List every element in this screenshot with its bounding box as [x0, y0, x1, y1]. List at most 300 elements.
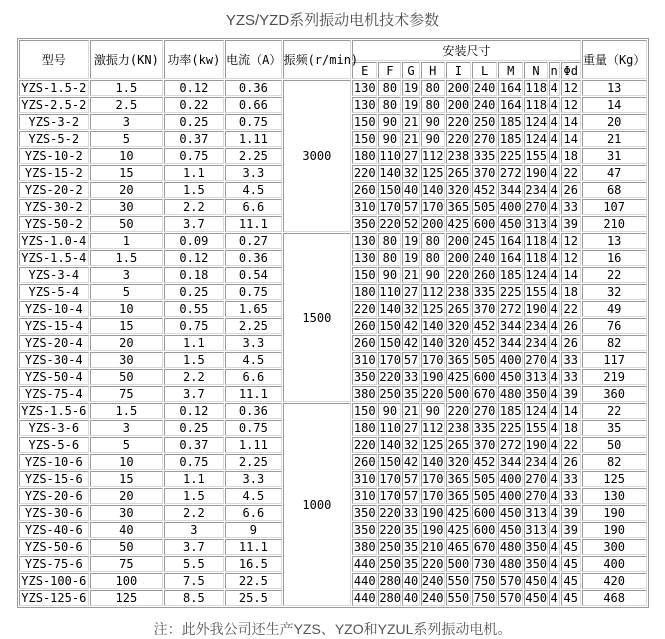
cell-dim-l: 505 [473, 200, 496, 214]
cell-dim-n: 234 [525, 183, 548, 197]
cell-dim-e: 440 [353, 591, 376, 605]
cell-dim-f: 90 [378, 267, 401, 283]
cell-dim-g: 19 [403, 251, 419, 265]
cell-dim-f: 80 [378, 233, 401, 249]
cell-dim-e: 310 [353, 489, 376, 503]
cell-dim-g: 32 [403, 438, 419, 452]
cell-dim-n: 118 [525, 234, 548, 248]
cell-dim-n-count: 4 [550, 251, 558, 265]
cell-dim-f: 250 [379, 540, 401, 554]
cell-dim-n-count: 4 [550, 166, 558, 180]
cell-frequency: 3000 [283, 80, 352, 232]
cell-dim-g: 33 [403, 506, 419, 520]
cell-dim-phi-d: 14 [561, 131, 581, 147]
cell-dim-i: 320 [447, 183, 470, 197]
cell-dim-i: 220 [447, 268, 470, 282]
cell-power: 0.37 [164, 437, 224, 453]
cell-power: 3.7 [164, 539, 224, 555]
cell-dim-n-count: 4 [550, 268, 558, 282]
cell-power: 0.75 [164, 318, 224, 334]
cell-force: 10 [90, 454, 163, 470]
cell-dim-l: 270 [473, 404, 496, 418]
cell-weight: 31 [582, 148, 647, 164]
page-title: YZS/YZD系列振动电机技术参数 [225, 12, 440, 29]
cell-weight: 468 [582, 590, 647, 606]
cell-dim-h: 190 [421, 523, 444, 537]
cell-dim-g: 40 [403, 574, 419, 588]
cell-dim-phi-d: 39 [561, 216, 581, 232]
cell-dim-n-count: 4 [550, 489, 558, 503]
cell-force: 2.5 [90, 97, 163, 113]
cell-model: YZS-3-6 [19, 420, 90, 436]
cell-weight: 82 [582, 335, 647, 351]
header-dim-m: M [498, 62, 523, 79]
header-frequency: 振频(r/min) [283, 40, 352, 79]
cell-dim-m: 480 [499, 540, 522, 554]
cell-dim-m: 225 [499, 285, 522, 299]
cell-dim-phi-d: 26 [561, 182, 581, 198]
cell-dim-n: 270 [525, 353, 548, 367]
cell-dim-i: 265 [447, 166, 470, 180]
cell-dim-e: 180 [353, 285, 376, 299]
cell-dim-n-count: 4 [550, 217, 558, 231]
cell-dim-n: 270 [525, 489, 548, 503]
cell-dim-phi-d: 18 [561, 420, 581, 436]
cell-power: 0.18 [164, 267, 224, 283]
cell-dim-n-count: 4 [550, 302, 558, 316]
cell-force: 30 [90, 505, 163, 521]
header-dim-g: G [402, 62, 419, 79]
cell-dim-f: 170 [379, 489, 401, 503]
cell-current: 4.5 [225, 182, 281, 198]
cell-dim-f: 80 [378, 80, 401, 96]
cell-dim-f: 220 [379, 217, 401, 231]
cell-dim-e: 150 [353, 268, 376, 282]
cell-dim-l: 600 [473, 370, 496, 384]
cell-dim-e: 380 [353, 540, 376, 554]
cell-dim-n-count: 4 [550, 115, 558, 129]
cell-force: 3 [90, 420, 163, 436]
cell-dim-g: 21 [403, 404, 419, 418]
cell-dim-e: 150 [353, 132, 376, 146]
cell-dim-l: 505 [473, 472, 496, 486]
cell-dim-n: 350 [525, 540, 548, 554]
cell-dim-e: 310 [353, 472, 376, 486]
cell-dim-phi-d: 22 [561, 165, 581, 181]
cell-dim-i: 320 [447, 319, 470, 333]
footer-note: 注：此外我公司还生产YZS、YZO和YZUL系列振动电机。 [153, 621, 512, 637]
header-dim-n: N [524, 62, 547, 79]
cell-dim-n-count: 4 [550, 455, 558, 469]
cell-force: 15 [90, 318, 163, 334]
cell-dim-n-count: 4 [550, 404, 558, 418]
cell-dim-e: 440 [353, 557, 376, 571]
cell-dim-h: 80 [421, 250, 445, 266]
table-row [19, 403, 647, 419]
cell-force: 15 [90, 471, 163, 487]
cell-dim-f: 80 [378, 97, 401, 113]
cell-dim-i: 425 [447, 370, 470, 384]
cell-dim-g: 32 [403, 166, 419, 180]
cell-dim-m: 400 [499, 489, 522, 503]
cell-current: 22.5 [225, 573, 281, 589]
cell-dim-n-count: 4 [550, 557, 558, 571]
cell-dim-h: 240 [421, 574, 444, 588]
cell-dim-n: 155 [525, 149, 548, 163]
cell-dim-n: 313 [525, 523, 548, 537]
cell-force: 75 [90, 386, 163, 402]
cell-power: 3.7 [164, 216, 224, 232]
cell-dim-f: 220 [379, 506, 401, 520]
cell-dim-n-count: 4 [550, 200, 558, 214]
header-power: 功率(kw) [164, 40, 224, 79]
cell-power: 1.5 [164, 182, 224, 198]
cell-dim-f: 140 [379, 438, 401, 452]
cell-model: YZS-10-6 [19, 454, 90, 470]
cell-dim-m: 400 [499, 200, 522, 214]
cell-dim-phi-d: 14 [561, 114, 581, 130]
cell-dim-m: 344 [499, 183, 522, 197]
cell-dim-l: 600 [473, 217, 496, 231]
table-row [19, 233, 647, 249]
cell-model: YZS-5-4 [19, 284, 90, 300]
header-dim-h: H [421, 62, 445, 79]
cell-force: 10 [90, 301, 163, 317]
cell-dim-h: 240 [421, 591, 444, 605]
cell-dim-i: 425 [447, 506, 470, 520]
cell-weight: 82 [582, 454, 647, 470]
cell-dim-f: 110 [379, 149, 401, 163]
cell-dim-i: 220 [447, 115, 470, 129]
cell-dim-h: 140 [421, 336, 444, 350]
cell-current: 3.3 [225, 165, 281, 181]
cell-dim-i: 365 [447, 489, 470, 503]
cell-dim-e: 380 [353, 387, 376, 401]
cell-dim-e: 180 [353, 421, 376, 435]
cell-dim-l: 600 [473, 523, 496, 537]
cell-current: 9 [225, 522, 281, 538]
cell-current: 4.5 [225, 352, 281, 368]
cell-dim-l: 250 [473, 115, 496, 129]
cell-dim-e: 130 [353, 81, 376, 95]
cell-dim-m: 450 [499, 523, 522, 537]
cell-force: 5 [90, 437, 163, 453]
cell-weight: 21 [582, 131, 647, 147]
cell-dim-f: 150 [379, 319, 401, 333]
cell-dim-m: 185 [499, 132, 522, 146]
cell-dim-n: 118 [525, 81, 548, 95]
cell-dim-n-count: 4 [550, 132, 558, 146]
cell-dim-phi-d: 14 [561, 267, 581, 283]
cell-power: 2.2 [164, 369, 224, 385]
cell-dim-g: 35 [403, 523, 419, 537]
cell-dim-m: 164 [499, 98, 522, 112]
cell-dim-g: 57 [403, 200, 419, 214]
cell-dim-e: 130 [353, 251, 376, 265]
cell-dim-m: 164 [499, 81, 522, 95]
cell-dim-h: 220 [421, 557, 444, 571]
cell-dim-phi-d: 26 [561, 335, 581, 351]
cell-dim-g: 42 [403, 319, 419, 333]
cell-dim-g: 42 [403, 336, 419, 350]
cell-dim-l: 600 [473, 506, 496, 520]
cell-force: 3 [90, 114, 163, 130]
cell-dim-n-count: 4 [550, 81, 558, 95]
cell-dim-i: 425 [447, 523, 470, 537]
cell-dim-f: 150 [379, 183, 401, 197]
cell-current: 0.75 [225, 114, 281, 130]
cell-dim-l: 452 [473, 319, 496, 333]
cell-dim-n: 155 [525, 285, 548, 299]
cell-dim-n: 124 [525, 268, 548, 282]
cell-dim-phi-d: 39 [561, 505, 581, 521]
cell-current: 2.25 [225, 318, 281, 334]
cell-model: YZS-30-2 [19, 199, 90, 215]
cell-dim-f: 80 [378, 250, 401, 266]
cell-force: 1.5 [90, 250, 163, 266]
cell-current: 0.75 [225, 284, 281, 300]
cell-force: 100 [90, 573, 163, 589]
cell-power: 0.25 [164, 114, 224, 130]
cell-model: YZS-15-6 [19, 471, 90, 487]
cell-model: YZS-125-6 [19, 590, 90, 606]
cell-dim-n: 124 [525, 115, 548, 129]
cell-dim-l: 750 [473, 591, 496, 605]
cell-model: YZS-1.5-4 [19, 250, 90, 266]
cell-power: 0.75 [164, 454, 224, 470]
cell-dim-n-count: 4 [550, 149, 558, 163]
cell-dim-f: 90 [378, 403, 401, 419]
cell-dim-l: 452 [473, 183, 496, 197]
cell-model: YZS-50-6 [19, 539, 90, 555]
cell-dim-g: 27 [403, 421, 419, 435]
cell-dim-g: 21 [403, 115, 419, 129]
cell-force: 5 [90, 131, 163, 147]
cell-dim-i: 465 [447, 540, 470, 554]
cell-dim-e: 350 [353, 370, 376, 384]
cell-dim-n-count: 4 [550, 353, 558, 367]
cell-model: YZS-3-4 [19, 267, 90, 283]
cell-dim-n: 313 [525, 506, 548, 520]
cell-dim-l: 335 [473, 149, 496, 163]
cell-force: 1 [90, 233, 163, 249]
cell-dim-e: 180 [353, 149, 376, 163]
cell-dim-phi-d: 18 [561, 148, 581, 164]
cell-dim-h: 200 [421, 217, 444, 231]
cell-dim-h: 112 [421, 285, 444, 299]
cell-dim-f: 140 [379, 166, 401, 180]
cell-dim-f: 110 [379, 421, 401, 435]
cell-dim-n: 118 [525, 251, 548, 265]
cell-power: 0.25 [164, 284, 224, 300]
cell-force: 5 [90, 284, 163, 300]
cell-force: 1.5 [90, 403, 163, 419]
cell-dim-g: 52 [403, 217, 419, 231]
cell-dim-l: 240 [473, 81, 496, 95]
cell-dim-i: 320 [447, 336, 470, 350]
cell-force: 15 [90, 165, 163, 181]
cell-weight: 125 [582, 471, 647, 487]
cell-dim-h: 170 [421, 353, 444, 367]
cell-model: YZS-75-4 [19, 386, 90, 402]
cell-force: 50 [90, 369, 163, 385]
cell-dim-f: 280 [379, 574, 401, 588]
cell-dim-l: 370 [473, 438, 496, 452]
cell-dim-i: 200 [447, 251, 470, 265]
cell-dim-n-count: 4 [550, 421, 558, 435]
cell-dim-n: 450 [525, 591, 548, 605]
cell-dim-n: 124 [525, 132, 548, 146]
cell-model: YZS-1.5-2 [19, 80, 90, 96]
cell-dim-i: 200 [447, 98, 470, 112]
cell-current: 1.11 [225, 437, 281, 453]
cell-dim-g: 35 [403, 387, 419, 401]
cell-weight: 360 [582, 386, 647, 402]
cell-model: YZS-1.0-4 [19, 233, 90, 249]
cell-dim-h: 140 [421, 183, 444, 197]
cell-dim-phi-d: 18 [561, 284, 581, 300]
cell-dim-e: 130 [353, 98, 376, 112]
cell-dim-n: 350 [525, 387, 548, 401]
cell-current: 25.5 [225, 590, 281, 606]
cell-dim-l: 370 [473, 302, 496, 316]
cell-power: 0.25 [164, 420, 224, 436]
cell-power: 1.1 [164, 165, 224, 181]
cell-dim-f: 170 [379, 200, 401, 214]
cell-dim-e: 260 [353, 455, 376, 469]
cell-power: 2.2 [164, 199, 224, 215]
cell-weight: 219 [582, 369, 647, 385]
cell-power: 1.5 [164, 352, 224, 368]
cell-dim-n-count: 4 [550, 387, 558, 401]
cell-dim-g: 35 [403, 557, 419, 571]
cell-model: YZS-50-4 [19, 369, 90, 385]
cell-dim-m: 344 [499, 336, 522, 350]
cell-weight: 190 [582, 522, 647, 538]
cell-dim-h: 140 [421, 455, 444, 469]
cell-dim-n-count: 4 [550, 98, 558, 112]
cell-dim-n: 155 [525, 421, 548, 435]
cell-dim-n-count: 4 [550, 370, 558, 384]
cell-dim-n: 450 [525, 574, 548, 588]
cell-dim-n: 350 [525, 557, 548, 571]
cell-power: 0.22 [164, 97, 224, 113]
cell-dim-g: 35 [403, 540, 419, 554]
cell-dim-g: 32 [403, 302, 419, 316]
cell-power: 5.5 [164, 556, 224, 572]
cell-dim-f: 250 [379, 557, 401, 571]
cell-dim-i: 550 [447, 591, 470, 605]
cell-dim-phi-d: 26 [561, 454, 581, 470]
cell-dim-phi-d: 22 [561, 437, 581, 453]
cell-dim-i: 200 [447, 81, 470, 95]
cell-force: 50 [90, 539, 163, 555]
cell-dim-m: 450 [499, 217, 522, 231]
cell-dim-phi-d: 33 [561, 488, 581, 504]
cell-dim-l: 452 [473, 455, 496, 469]
cell-dim-m: 570 [499, 591, 522, 605]
cell-dim-h: 90 [421, 131, 445, 147]
header-dim-phi-d: Φd [561, 62, 581, 79]
cell-model: YZS-30-6 [19, 505, 90, 521]
cell-dim-n-count: 4 [550, 234, 558, 248]
cell-dim-n: 234 [525, 455, 548, 469]
cell-dim-m: 480 [499, 557, 522, 571]
cell-weight: 13 [582, 80, 647, 96]
cell-dim-e: 150 [353, 404, 376, 418]
cell-force: 75 [90, 556, 163, 572]
cell-power: 0.12 [164, 403, 224, 419]
cell-dim-m: 570 [499, 574, 522, 588]
cell-power: 7.5 [164, 573, 224, 589]
cell-power: 3.7 [164, 386, 224, 402]
cell-current: 0.36 [225, 250, 281, 266]
cell-dim-f: 220 [379, 370, 401, 384]
cell-weight: 14 [582, 97, 647, 113]
cell-dim-phi-d: 45 [561, 539, 581, 555]
cell-current: 2.25 [225, 148, 281, 164]
cell-frequency: 1500 [283, 233, 352, 402]
cell-dim-h: 170 [421, 200, 444, 214]
cell-current: 0.27 [225, 233, 281, 249]
cell-dim-m: 344 [499, 319, 522, 333]
cell-dim-m: 450 [499, 506, 522, 520]
cell-dim-phi-d: 14 [561, 403, 581, 419]
cell-dim-h: 125 [421, 302, 444, 316]
cell-force: 1.5 [90, 80, 163, 96]
cell-dim-n: 270 [525, 200, 548, 214]
cell-dim-phi-d: 45 [561, 590, 581, 606]
cell-current: 0.75 [225, 420, 281, 436]
cell-dim-l: 335 [473, 421, 496, 435]
cell-dim-n-count: 4 [550, 285, 558, 299]
cell-power: 0.12 [164, 80, 224, 96]
cell-current: 3.3 [225, 335, 281, 351]
cell-dim-h: 190 [421, 506, 444, 520]
cell-dim-n-count: 4 [550, 472, 558, 486]
cell-model: YZS-5-6 [19, 437, 90, 453]
cell-dim-e: 310 [353, 353, 376, 367]
cell-dim-l: 335 [473, 285, 496, 299]
cell-model: YZS-30-4 [19, 352, 90, 368]
cell-dim-g: 19 [403, 234, 419, 248]
cell-dim-h: 90 [421, 403, 445, 419]
cell-current: 0.66 [225, 97, 281, 113]
cell-dim-n: 313 [525, 217, 548, 231]
cell-dim-n-count: 4 [550, 574, 558, 588]
cell-dim-h: 112 [421, 149, 444, 163]
cell-dim-g: 33 [403, 370, 419, 384]
cell-dim-h: 190 [421, 370, 444, 384]
cell-dim-g: 27 [403, 285, 419, 299]
cell-dim-i: 500 [447, 557, 470, 571]
cell-weight: 190 [582, 505, 647, 521]
cell-dim-e: 350 [353, 217, 376, 231]
cell-dim-n: 124 [525, 404, 548, 418]
cell-dim-f: 90 [378, 114, 401, 130]
cell-dim-f: 170 [379, 353, 401, 367]
cell-dim-e: 350 [353, 523, 376, 537]
cell-force: 30 [90, 199, 163, 215]
cell-weight: 16 [582, 250, 647, 266]
cell-dim-m: 480 [499, 387, 522, 401]
cell-dim-m: 225 [499, 421, 522, 435]
cell-weight: 35 [582, 420, 647, 436]
cell-dim-e: 260 [353, 319, 376, 333]
cell-dim-i: 320 [447, 455, 470, 469]
cell-dim-n-count: 4 [550, 523, 558, 537]
cell-weight: 76 [582, 318, 647, 334]
